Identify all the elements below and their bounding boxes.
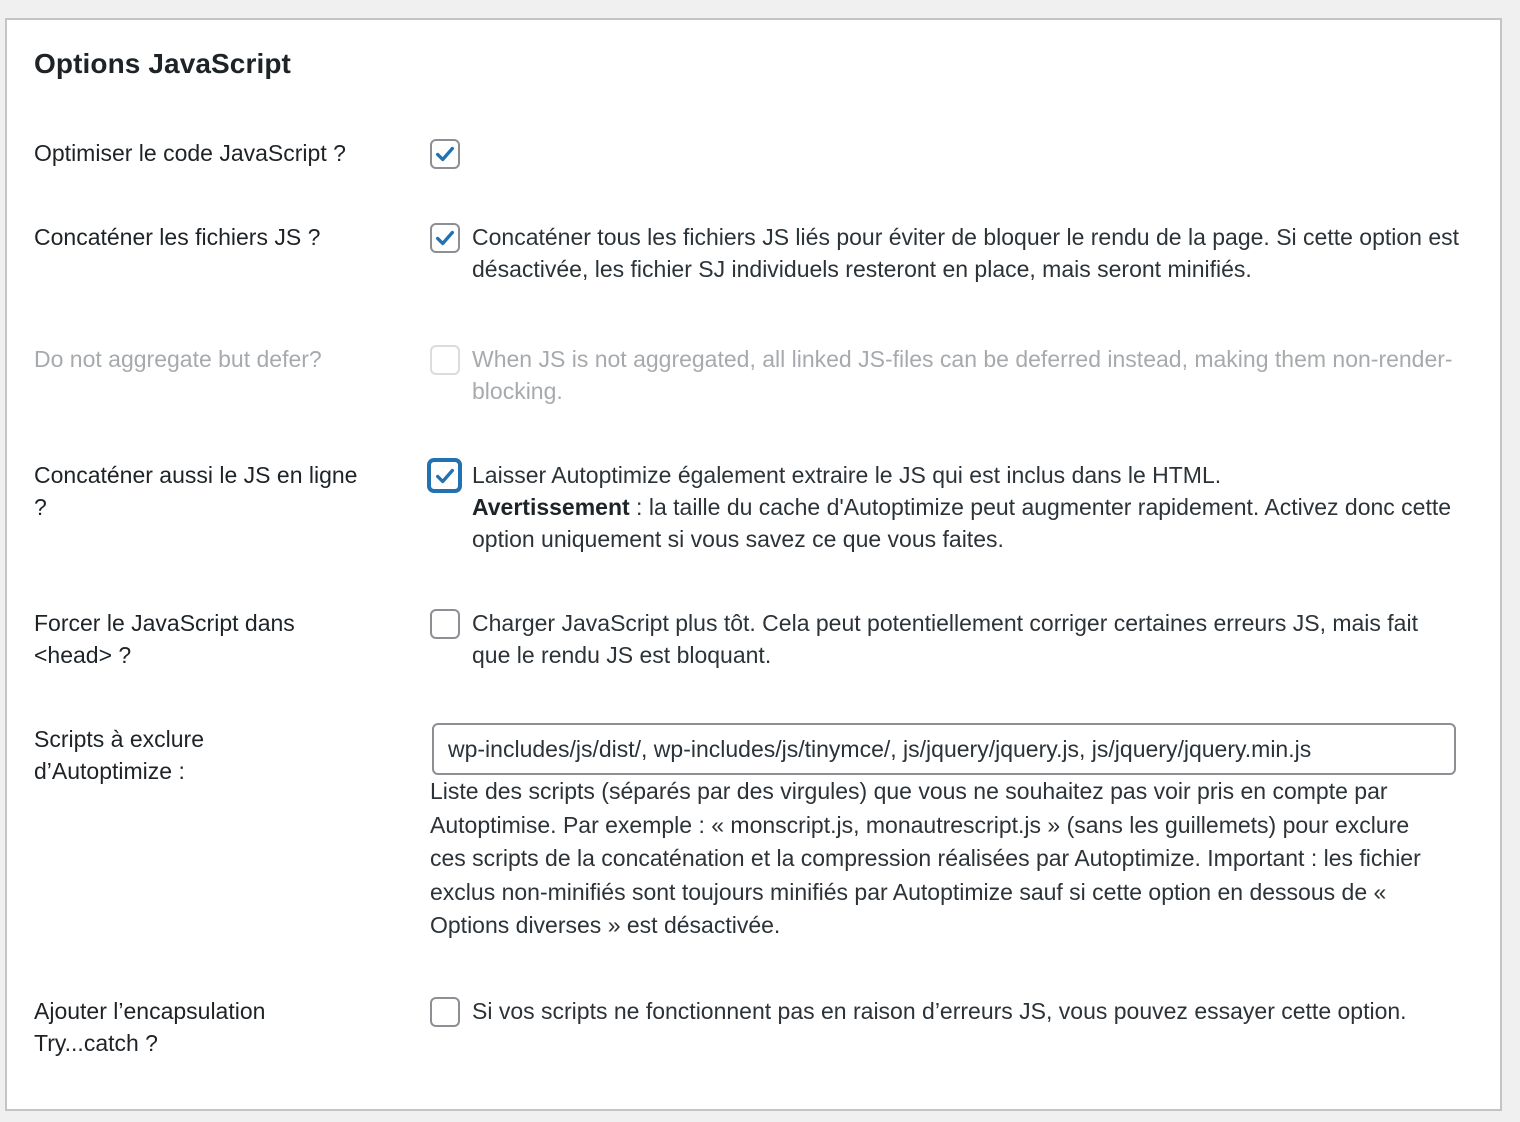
- javascript-options-panel: [5, 18, 1502, 1111]
- try-catch-checkbox[interactable]: [430, 997, 460, 1027]
- option-label-force-head: Forcer le JavaScript dans <head> ?: [34, 610, 295, 668]
- checkmark-icon: [434, 465, 456, 487]
- option-description-inline-js: [472, 459, 1462, 555]
- option-description-defer-js: When JS is not aggregated, all linked JS-files can be deferred instead, making them non-render-blocking.: [472, 346, 1453, 404]
- checkmark-icon: [434, 227, 456, 249]
- option-label-aggregate-js: Concaténer les fichiers JS ?: [34, 224, 321, 250]
- force-head-checkbox[interactable]: [430, 609, 460, 639]
- exclude-scripts-input[interactable]: wp-includes/js/dist/, wp-includes/js/tinymce/, js/jquery/jquery.js, js/jquery/jquery.min.js: [432, 723, 1456, 775]
- option-description-force-head: Charger JavaScript plus tôt. Cela peut potentiellement corriger certaines erreurs JS, mais fait que le rendu JS est bloquant.: [472, 610, 1418, 668]
- inline-js-description-line1: Laisser Autoptimize également extraire le JS qui est inclus dans le HTML.: [472, 462, 1222, 488]
- checkmark-icon: [434, 143, 456, 165]
- option-description-aggregate-js: Concaténer tous les fichiers JS liés pour éviter de bloquer le rendu de la page. Si cette option est désactivée, les fichier SJ individuels resteront en place, mais seront minifiés.: [472, 224, 1460, 282]
- defer-js-checkbox[interactable]: [430, 345, 460, 375]
- option-description-try-catch: Si vos scripts ne fonctionnent pas en raison d’erreurs JS, vous pouvez essayer cette option.: [472, 998, 1407, 1024]
- option-label-inline-js: Concaténer aussi le JS en ligne ?: [34, 462, 358, 520]
- inline-js-description-rest: : la taille du cache d'Autoptimize peut augmenter rapidement. Activez donc cette option uniquement si vous savez ce que vous faites.: [472, 494, 1452, 552]
- optimize-js-checkbox[interactable]: [430, 139, 460, 169]
- option-description-exclude-scripts: Liste des scripts (séparés par des virgules) que vous ne souhaitez pas voir pris en compte par Autoptimise. Par exemple : « monscript.js, monautrescript.js » (sans les guillemets) pour exclure ces scripts de la concaténation et la compression réalisées par Autoptimize. Important : les fichier exclus non-minifiés sont toujours minifiés par Autoptimize sauf si cette option en dessous de « Options diverses » est désactivée.: [430, 778, 1421, 938]
- panel-title: Options JavaScript: [34, 48, 291, 79]
- option-label-defer-js: Do not aggregate but defer?: [34, 346, 322, 372]
- inline-js-checkbox[interactable]: [428, 459, 461, 492]
- warning-label: Avertissement: [472, 494, 630, 520]
- option-label-exclude-scripts: Scripts à exclure d’Autoptimize :: [34, 726, 205, 784]
- option-label-optimize-js: Optimiser le code JavaScript ?: [34, 140, 346, 166]
- aggregate-js-checkbox[interactable]: [430, 223, 460, 253]
- option-label-try-catch: Ajouter l’encapsulation Try...catch ?: [34, 998, 266, 1056]
